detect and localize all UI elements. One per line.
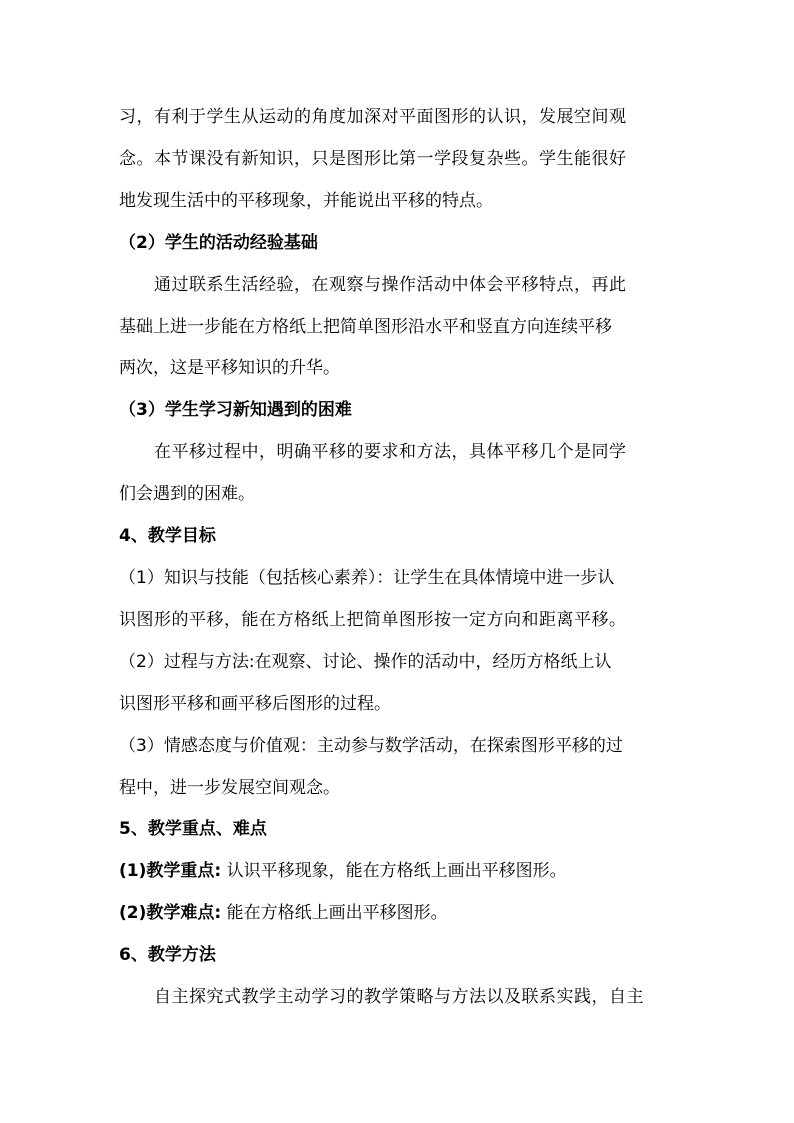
subsection-heading: （3）学生学习新知遇到的困难 xyxy=(119,400,352,420)
key-point-line xyxy=(119,859,567,883)
body-text-line: （2）过程与方法:在观察、讨论、操作的活动中，经历方格纸上认 xyxy=(119,652,612,672)
key-point-label: (1)教学重点: xyxy=(119,861,222,881)
body-text-line: 地发现生活中的平移现象，并能说出平移的特点。 xyxy=(119,191,493,211)
difficult-point-text: 能在方格纸上画出平移图形。 xyxy=(226,903,448,923)
section-heading: 4、教学目标 xyxy=(119,526,216,546)
body-text-line: （3）情感态度与价值观：主动参与数学活动，在探索图形平移的过 xyxy=(119,736,623,756)
section-heading: 5、教学重点、难点 xyxy=(119,819,267,839)
body-text-line: 自主探究式教学主动学习的教学策略与方法以及联系实践，自主 xyxy=(154,987,644,1007)
body-text-line: 念。本节课没有新知识，只是图形比第一学段复杂些。学生能很好 xyxy=(119,149,627,169)
body-text-line: 识图形的平移，能在方格纸上把简单图形按一定方向和距离平移。 xyxy=(119,610,627,630)
key-point-text: 认识平移现象，能在方格纸上画出平移图形。 xyxy=(226,861,567,881)
subsection-heading: （2）学生的活动经验基础 xyxy=(119,233,318,253)
body-text-line: 在平移过程中，明确平移的要求和方法，具体平移几个是同学 xyxy=(154,442,627,462)
body-text-line: 们会遇到的困难。 xyxy=(119,484,255,504)
section-heading: 6、教学方法 xyxy=(119,945,216,965)
difficult-point-line xyxy=(119,901,448,925)
body-text-line: 习，有利于学生从运动的角度加深对平面图形的认识，发展空间观 xyxy=(119,107,627,127)
body-text-line: 两次，这是平移知识的升华。 xyxy=(119,358,340,378)
body-text-line: 识图形平移和画平移后图形的过程。 xyxy=(119,694,391,714)
body-text-line: 基础上进一步能在方格纸上把简单图形沿水平和竖直方向连续平移 xyxy=(119,317,612,337)
body-text-line: （1）知识与技能（包括核心素养）：让学生在具体情境中进一步认 xyxy=(119,568,615,588)
body-text-line: 通过联系生活经验，在观察与操作活动中体会平移特点，再此 xyxy=(154,275,627,295)
body-text-line: 程中，进一步发展空间观念。 xyxy=(119,778,340,798)
difficult-point-label: (2)教学难点: xyxy=(119,903,222,923)
